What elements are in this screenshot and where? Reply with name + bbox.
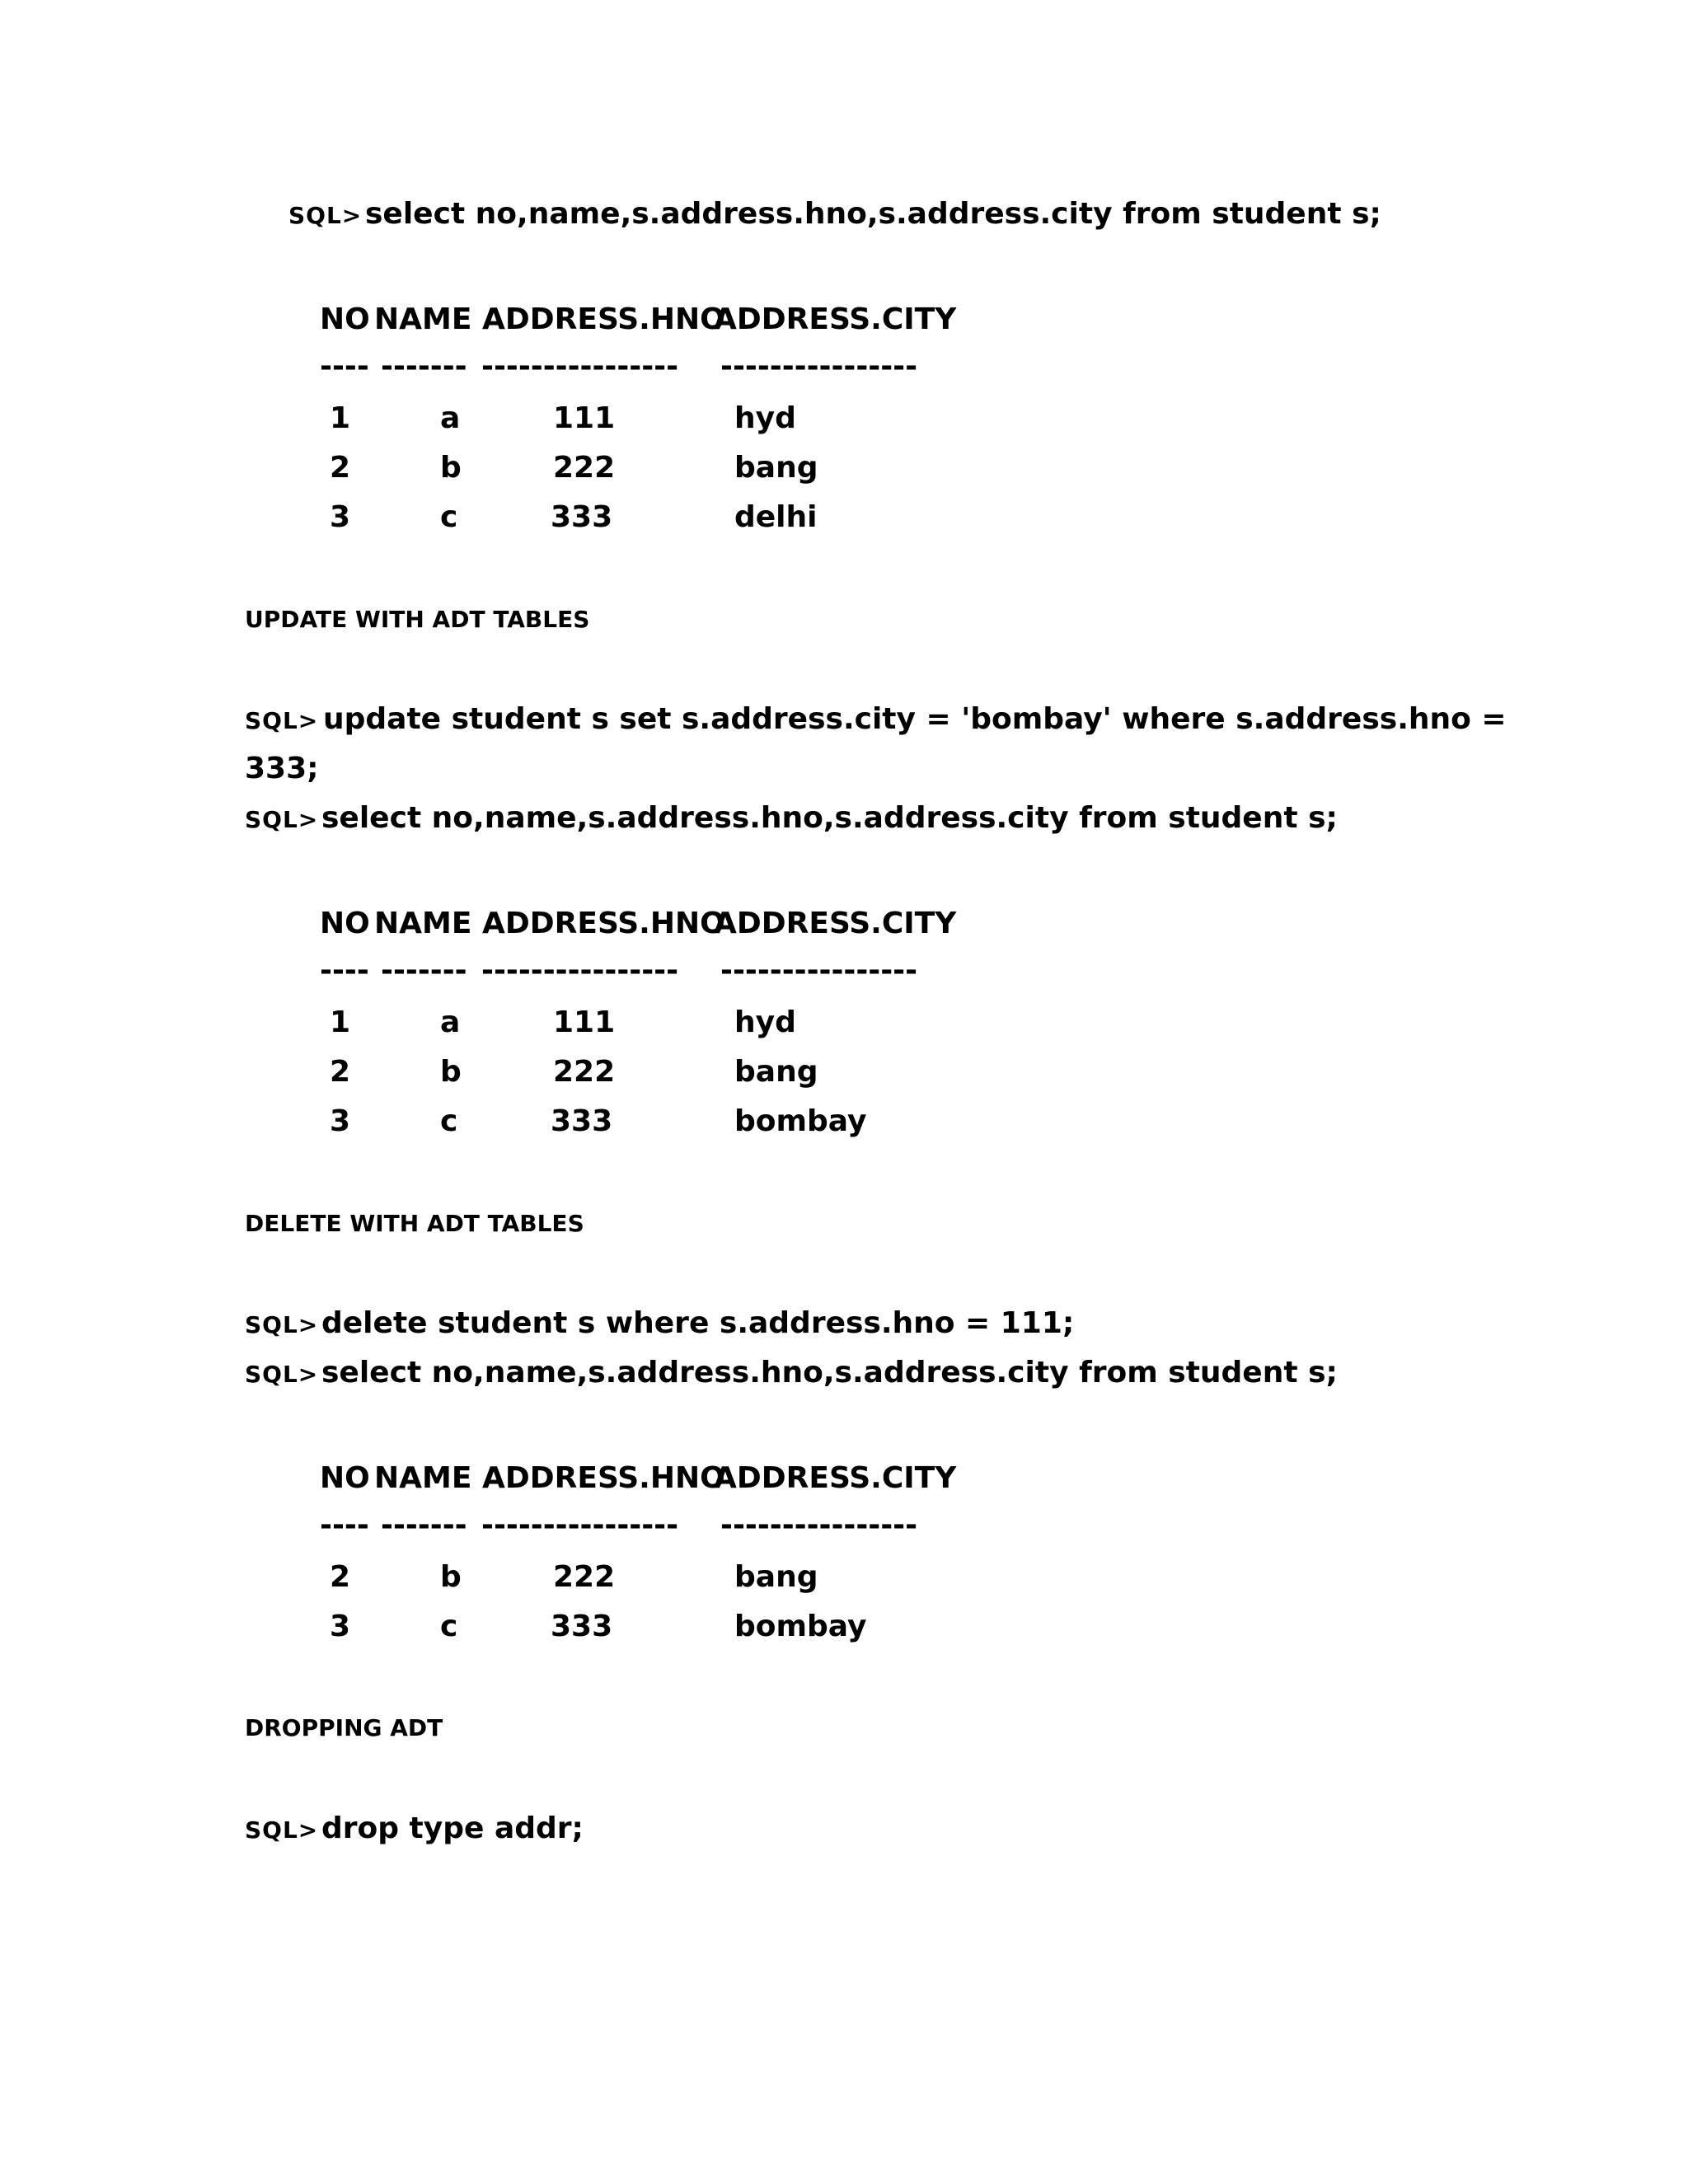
- cell-hno: 222: [553, 1055, 616, 1089]
- cell-name: c: [440, 1104, 458, 1138]
- column-divider-city: ----------------: [720, 954, 918, 987]
- column-divider-no: ----: [320, 349, 369, 383]
- column-divider-hno: ----------------: [481, 1508, 679, 1542]
- cell-name: a: [440, 1005, 461, 1039]
- cell-hno: 111: [553, 1005, 616, 1039]
- cell-hno: 222: [553, 1560, 616, 1594]
- column-header-no: NO: [320, 907, 370, 940]
- cell-no: 1: [330, 401, 351, 435]
- cell-city: bang: [734, 1055, 818, 1089]
- select-command: select no,name,s.address.hno,s.address.city from student s;: [321, 1356, 1338, 1390]
- column-header-hno: ADDRESS.HNO: [482, 1461, 725, 1495]
- sql-prompt: SQL>: [288, 202, 363, 229]
- cell-city: hyd: [734, 1005, 796, 1039]
- column-divider-hno: ----------------: [481, 349, 679, 383]
- cell-city: hyd: [734, 401, 796, 435]
- delete-command: delete student s where s.address.hno = 111;: [321, 1306, 1075, 1340]
- sql-prompt: SQL>: [245, 707, 319, 734]
- section-heading: DELETE WITH ADT TABLES: [245, 1210, 584, 1237]
- column-divider-name: -------: [381, 1508, 467, 1542]
- update-command: update student s set s.address.city = 'bombay' where s.address.hno =: [323, 702, 1507, 736]
- section-heading: DROPPING ADT: [245, 1714, 443, 1741]
- column-divider-city: ----------------: [720, 1508, 918, 1542]
- cell-no: 3: [330, 1610, 351, 1643]
- sql-prompt: SQL>: [245, 1361, 319, 1388]
- cell-city: delhi: [734, 500, 818, 534]
- cell-hno: 111: [553, 401, 616, 435]
- cell-city: bombay: [734, 1610, 867, 1643]
- cell-name: b: [440, 451, 462, 485]
- cell-name: a: [440, 401, 461, 435]
- select-command: select no,name,s.address.hno,s.address.city from student s;: [321, 801, 1338, 835]
- cell-city: bombay: [734, 1104, 867, 1138]
- column-divider-city: ----------------: [720, 349, 918, 383]
- column-divider-name: -------: [381, 349, 467, 383]
- cell-hno: 222: [553, 451, 616, 485]
- sql-prompt: SQL>: [245, 806, 319, 833]
- cell-no: 3: [330, 1104, 351, 1138]
- column-header-no: NO: [320, 302, 370, 336]
- cell-city: bang: [734, 451, 818, 485]
- column-header-name: NAME: [374, 1461, 472, 1495]
- cell-name: c: [440, 1610, 458, 1643]
- column-divider-no: ----: [320, 1508, 369, 1542]
- cell-hno: 333: [551, 1104, 613, 1138]
- column-header-name: NAME: [374, 302, 472, 336]
- cell-city: bang: [734, 1560, 818, 1594]
- sql-prompt: SQL>: [245, 1816, 319, 1844]
- column-header-name: NAME: [374, 907, 472, 940]
- select-command: select no,name,s.address.hno,s.address.city from student s;: [365, 197, 1381, 231]
- column-header-hno: ADDRESS.HNO: [482, 907, 725, 940]
- column-divider-name: -------: [381, 954, 467, 987]
- cell-name: c: [440, 500, 458, 534]
- cell-name: b: [440, 1560, 462, 1594]
- cell-name: b: [440, 1055, 462, 1089]
- cell-hno: 333: [551, 1610, 613, 1643]
- cell-no: 1: [330, 1005, 351, 1039]
- column-header-city: ADDRESS.CITY: [714, 302, 957, 336]
- column-header-no: NO: [320, 1461, 370, 1495]
- update-command-continuation: 333;: [245, 752, 319, 785]
- cell-no: 2: [330, 1560, 351, 1594]
- column-header-hno: ADDRESS.HNO: [482, 302, 725, 336]
- column-header-city: ADDRESS.CITY: [714, 907, 957, 940]
- column-divider-hno: ----------------: [481, 954, 679, 987]
- cell-no: 3: [330, 500, 351, 534]
- drop-command: drop type addr;: [321, 1811, 584, 1845]
- section-heading: UPDATE WITH ADT TABLES: [245, 606, 590, 633]
- column-divider-no: ----: [320, 954, 369, 987]
- cell-no: 2: [330, 451, 351, 485]
- column-header-city: ADDRESS.CITY: [714, 1461, 957, 1495]
- cell-hno: 333: [551, 500, 613, 534]
- cell-no: 2: [330, 1055, 351, 1089]
- sql-prompt: SQL>: [245, 1311, 319, 1338]
